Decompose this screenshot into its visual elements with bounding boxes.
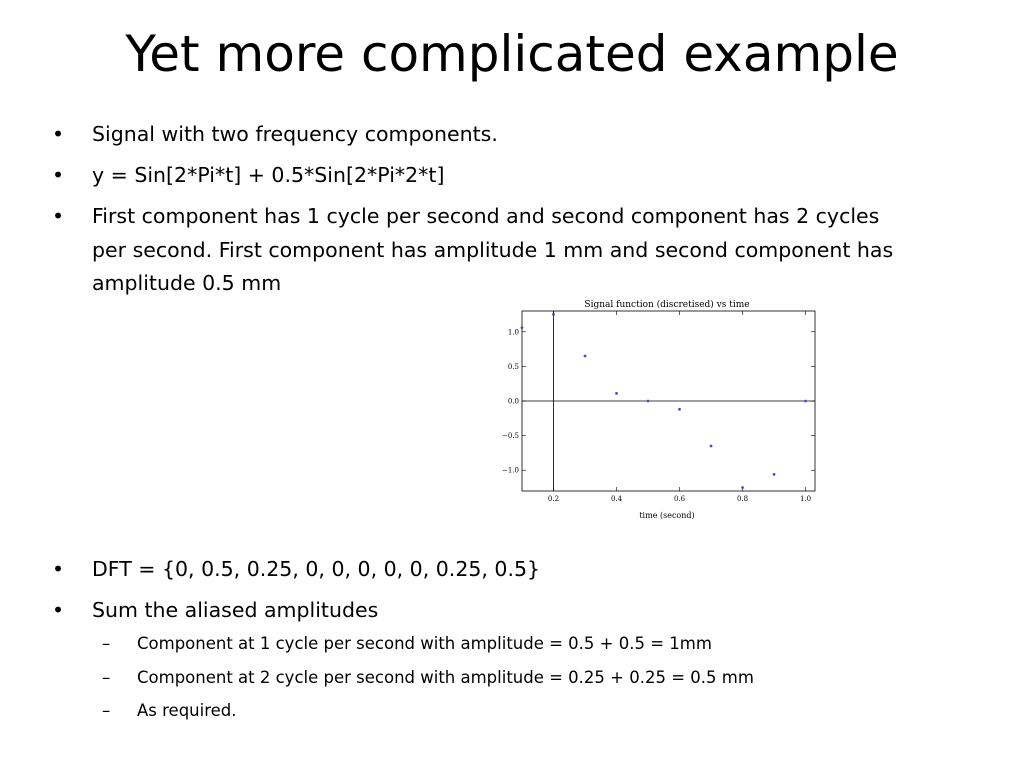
data-point [773, 473, 776, 476]
sub-bullet-item [52, 661, 932, 695]
bullet-text: DFT = {0, 0.5, 0.25, 0, 0, 0, 0, 0, 0.25, 0.5} [92, 557, 541, 581]
bullet-marker: • [52, 163, 65, 187]
x-tick-label: 0.4 [610, 495, 623, 503]
y-tick-label: −0.5 [502, 432, 519, 441]
bullet-item [52, 159, 932, 192]
bullet-marker: • [52, 204, 65, 228]
bullet-text: Sum the aliased amplitudes [92, 598, 379, 622]
signal-chart [490, 296, 830, 528]
y-tick-label: 1.0 [507, 328, 519, 337]
bullet-item [52, 118, 932, 151]
bullet-item [52, 200, 912, 301]
top-bullet-list [52, 118, 932, 301]
chart-title: Signal function (discretised) vs time [584, 300, 750, 310]
bottom-bullet-list [52, 553, 932, 728]
x-tick-label: 1.0 [799, 495, 812, 503]
y-tick-label: 0.5 [507, 362, 519, 371]
x-tick-label: 0.2 [547, 495, 560, 503]
sub-bullet-item [52, 694, 932, 728]
bullet-marker: • [52, 557, 65, 581]
data-point [678, 408, 681, 411]
bullet-text: Signal with two frequency components. [92, 122, 498, 146]
sub-bullet-text: As required. [137, 701, 237, 720]
bullet-marker: • [52, 122, 65, 146]
chart-ticks [502, 311, 815, 503]
data-point [741, 486, 744, 489]
chart-frame [522, 311, 815, 491]
chart-xlabel: time (second) [639, 511, 695, 520]
dash-marker: – [102, 667, 111, 687]
slide-title: Yet more complicated example [125, 25, 899, 83]
x-tick-label: 0.8 [736, 495, 749, 503]
bullet-text: y = Sin[2*Pi*t] + 0.5*Sin[2*Pi*2*t] [92, 163, 445, 187]
y-tick-label: −1.0 [502, 466, 519, 475]
bullet-marker: • [52, 598, 65, 622]
data-point [710, 445, 713, 448]
sub-bullet-item [52, 627, 932, 661]
data-point [552, 313, 555, 316]
dash-marker: – [102, 701, 111, 720]
data-point [584, 355, 587, 358]
sub-bullet-text: Component at 1 cycle per second with amplitude = 0.5 + 0.5 = 1mm [137, 634, 712, 653]
bullet-text: First component has 1 cycle per second and second component has 2 cycles per second. First component has amplitude 1 mm and second component has amplitude 0.5 mm [92, 204, 894, 295]
y-tick-label: 0.0 [507, 397, 519, 406]
sub-bullet-text: Component at 2 cycle per second with amplitude = 0.25 + 0.25 = 0.5 mm [137, 667, 754, 687]
dash-marker: – [102, 634, 111, 653]
data-point [804, 400, 807, 403]
bullet-item [52, 594, 932, 627]
x-tick-label: 0.6 [673, 495, 686, 503]
data-point [521, 326, 524, 329]
data-point [647, 400, 650, 403]
data-point [615, 392, 618, 395]
bullet-item [52, 553, 932, 586]
